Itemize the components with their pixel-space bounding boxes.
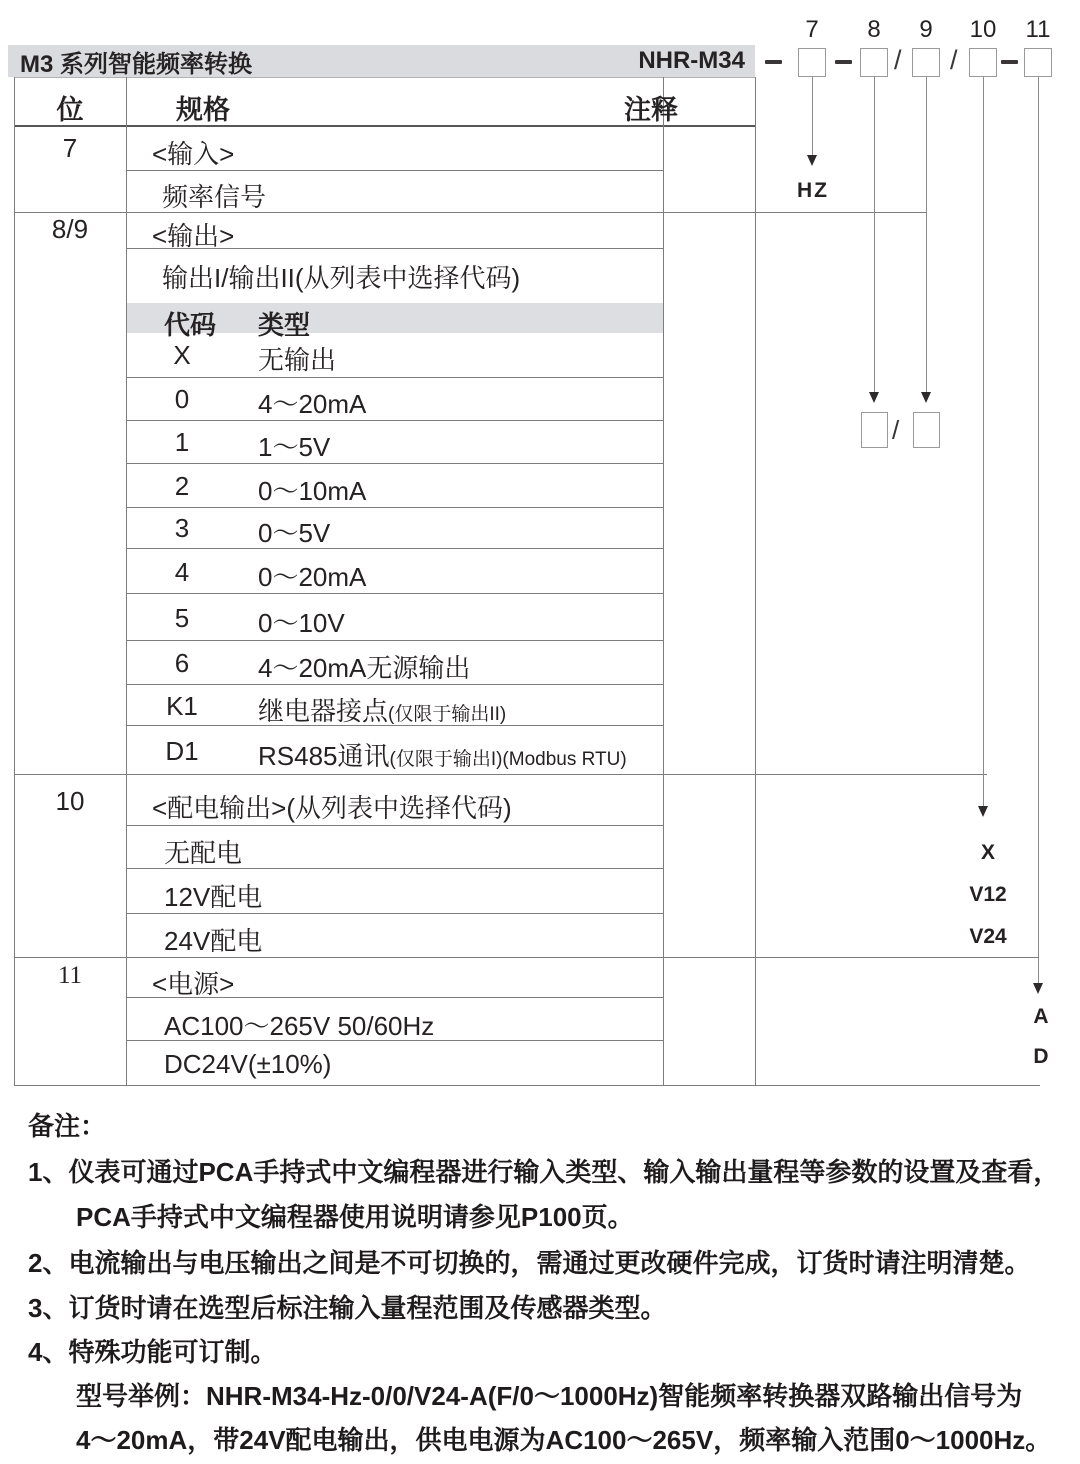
code-cell: K1 — [166, 691, 198, 721]
note-code-hz: HZ — [797, 179, 829, 202]
spec-output-select: 输出I/输出II(从列表中选择代码) — [162, 263, 521, 293]
dash-separator — [1001, 60, 1018, 64]
note-code-x: X — [980, 841, 995, 864]
column-divider-note — [663, 77, 664, 1085]
row-line — [126, 640, 663, 641]
position-cell-7: 7 — [62, 133, 78, 163]
note-code-d: D — [1033, 1045, 1049, 1068]
code-cell: 1 — [174, 427, 190, 457]
type-cell — [258, 736, 627, 773]
note-2: 2、电流输出与电压输出之间是不可切换的，需通过更改硬件完成，订货时请注明清楚。 — [28, 1248, 1031, 1278]
table-right-border — [755, 77, 756, 1085]
code-box-11 — [1024, 48, 1052, 77]
spec-ac-power: AC100～265V 50/60Hz — [164, 1011, 435, 1041]
note-4: 4、特殊功能可订制。 — [28, 1337, 277, 1367]
type-qualifier: (仅限于输出II) — [388, 704, 507, 725]
output2-code-box — [913, 412, 940, 448]
code-cell: 0 — [174, 384, 190, 414]
note-3: 3、订货时请在选型后标注输入量程范围及传感器类型。 — [28, 1293, 667, 1323]
column-header-note: 注释 — [624, 95, 678, 125]
type-cell: 0～10mA — [258, 476, 367, 506]
slash-separator: / — [950, 45, 958, 75]
column-header-spec: 规格 — [176, 95, 230, 125]
type-qualifier: (仅限于输出I)(Modbus RTU) — [389, 749, 627, 770]
column-header-position: 位 — [56, 95, 84, 125]
type-col-header: 类型 — [258, 310, 311, 340]
model-number: NHR-M34 — [638, 47, 745, 74]
title-bar — [8, 45, 755, 77]
code-box-9 — [912, 48, 940, 77]
code-cell: 6 — [174, 648, 190, 678]
dash-separator — [835, 60, 852, 64]
digit-label-11: 11 — [1025, 16, 1051, 43]
example-line-2: 4～20mA，带24V配电输出，供电电源为AC100～265V，频率输入范围0～1000Hz。 — [76, 1425, 1052, 1455]
stem-line-10 — [983, 77, 984, 806]
row-line — [126, 825, 663, 826]
arrowhead-icon — [1033, 983, 1043, 994]
spec-freq-signal: 频率信号 — [162, 182, 267, 212]
type-cell: 1～5V — [258, 432, 331, 462]
code-box-7 — [798, 48, 826, 77]
group-line-7 — [14, 212, 927, 213]
spec-12v-powerdist: 12V配电 — [164, 882, 263, 912]
arrowhead-icon — [978, 806, 988, 817]
code-cell: 2 — [174, 471, 190, 501]
code-cell: 5 — [174, 603, 190, 633]
type-text: RS485通讯 — [258, 741, 390, 771]
type-cell: 0～5V — [258, 518, 331, 548]
code-cell: X — [173, 340, 191, 370]
code-box-10 — [969, 48, 997, 77]
note-1-line-2: PCA手持式中文编程器使用说明请参见P100页。 — [76, 1202, 634, 1232]
spec-dc-power: DC24V(±10%) — [164, 1049, 332, 1079]
spec-output-header: <输出> — [152, 221, 235, 251]
stem-line-11 — [1038, 77, 1039, 983]
row-line — [126, 463, 663, 464]
spec-powerdist-header: <配电输出>(从列表中选择代码) — [152, 793, 512, 823]
type-cell: 无输出 — [258, 345, 337, 375]
position-cell-11: 11 — [57, 962, 83, 989]
digit-label-7: 7 — [805, 16, 819, 43]
slash-separator: / — [892, 415, 900, 445]
digit-label-9: 9 — [919, 16, 933, 43]
group-line-10 — [14, 774, 987, 775]
example-line-1: 型号举例：NHR-M34-Hz-0/0/V24-A(F/0～1000Hz)智能频率转换器双路输出信号为 — [76, 1381, 1023, 1411]
position-cell-8-9: 8/9 — [51, 214, 89, 244]
notes-heading: 备注： — [28, 1111, 107, 1141]
slash-separator: / — [894, 45, 902, 75]
type-cell: 4～20mA无源输出 — [258, 653, 471, 683]
spec-24v-powerdist: 24V配电 — [164, 926, 263, 956]
dash-separator — [765, 60, 782, 64]
digit-label-8: 8 — [867, 16, 881, 43]
note-1-line-1: 1、仪表可通过PCA手持式中文编程器进行输入类型、输入输出量程等参数的设置及查看， — [28, 1157, 1060, 1187]
type-cell: 0～10V — [258, 608, 345, 638]
type-cell — [258, 691, 506, 728]
spec-power-header: <电源> — [152, 969, 235, 999]
arrowhead-icon — [921, 392, 931, 403]
code-box-8 — [860, 48, 888, 77]
code-cell: 4 — [174, 557, 190, 587]
code-cell: D1 — [165, 736, 199, 766]
note-code-v24: V24 — [969, 925, 1007, 948]
note-code-a: A — [1033, 1005, 1049, 1028]
row-line — [126, 420, 663, 421]
code-cell: 3 — [174, 513, 190, 543]
arrowhead-icon — [807, 155, 817, 166]
stem-line-7 — [812, 77, 813, 155]
type-cell: 4～20mA — [258, 389, 367, 419]
page-title: M3 系列智能频率转换 — [20, 50, 253, 78]
row-line — [126, 507, 663, 508]
arrowhead-icon — [869, 392, 879, 403]
note-code-v12: V12 — [969, 883, 1007, 906]
type-text: 继电器接点 — [258, 696, 389, 726]
table-bottom-border — [14, 1085, 1040, 1086]
stem-line-8 — [874, 77, 875, 392]
position-cell-10: 10 — [55, 786, 85, 816]
output1-code-box — [861, 412, 888, 448]
row-line — [126, 593, 663, 594]
spec-input-header: <输入> — [152, 139, 235, 169]
spec-no-powerdist: 无配电 — [164, 838, 243, 868]
digit-label-10: 10 — [969, 16, 997, 43]
row-line — [126, 548, 663, 549]
stem-line-9 — [926, 77, 927, 392]
code-col-header: 代码 — [164, 310, 217, 340]
row-line — [126, 377, 663, 378]
type-cell: 0～20mA — [258, 562, 367, 592]
